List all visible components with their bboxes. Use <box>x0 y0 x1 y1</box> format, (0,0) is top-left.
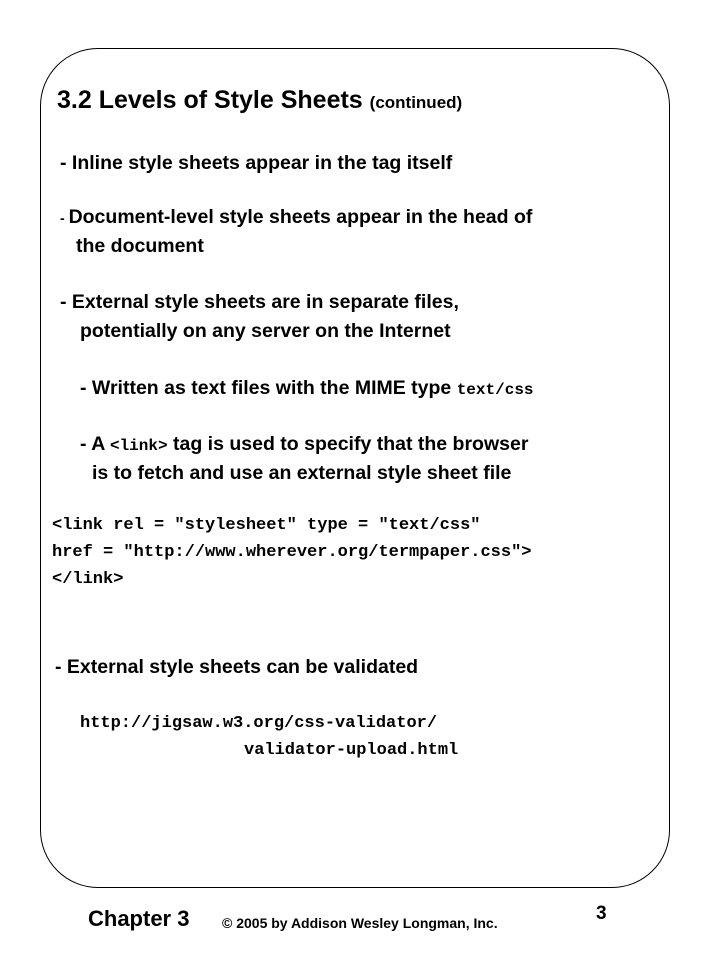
bullet-external-line2: potentially on any server on the Internet <box>80 320 451 342</box>
validator-url-line-1: http://jigsaw.w3.org/css-validator/ <box>80 714 438 733</box>
bullet-document-level <box>60 206 532 229</box>
link-tag-code: <link> <box>109 437 168 455</box>
slide-title <box>57 86 462 115</box>
code-line-2: href = "http://www.wherever.org/termpaper.css"> <box>52 543 532 562</box>
bullet-inline: - Inline style sheets appear in the tag itself <box>60 152 453 174</box>
sub-bullet-mime-text: - Written as text files with the MIME type <box>80 377 457 399</box>
bullet-document-level-line2: the document <box>76 235 204 257</box>
footer-chapter: Chapter 3 <box>88 906 190 931</box>
slide-title-sub: (continued) <box>369 93 463 112</box>
sub-bullet-link-line2: is to fetch and use an external style sheet file <box>92 462 512 484</box>
footer-page-number: 3 <box>596 903 607 924</box>
bullet-document-level-text: Document-level style sheets appear in the head of <box>68 206 533 228</box>
code-line-1: <link rel = "stylesheet" type = "text/css" <box>52 516 481 535</box>
mime-type-code: text/css <box>456 381 534 399</box>
sub-bullet-mime <box>80 377 534 400</box>
sub-bullet-link-tag <box>80 433 528 456</box>
bullet-validate: - External style sheets can be validated <box>55 656 419 678</box>
bullet-dash: - <box>60 210 69 226</box>
code-line-3: </link> <box>52 570 124 589</box>
validator-url-line-2: validator-upload.html <box>244 741 459 760</box>
footer-copyright: © 2005 by Addison Wesley Longman, Inc. <box>222 915 498 931</box>
slide-title-main: 3.2 Levels of Style Sheets <box>57 86 363 114</box>
bullet-external: - External style sheets are in separate files, <box>60 291 459 313</box>
sub-bullet-link-prefix: - A <box>80 433 110 455</box>
sub-bullet-link-suffix: tag is used to specify that the browser <box>167 433 529 455</box>
